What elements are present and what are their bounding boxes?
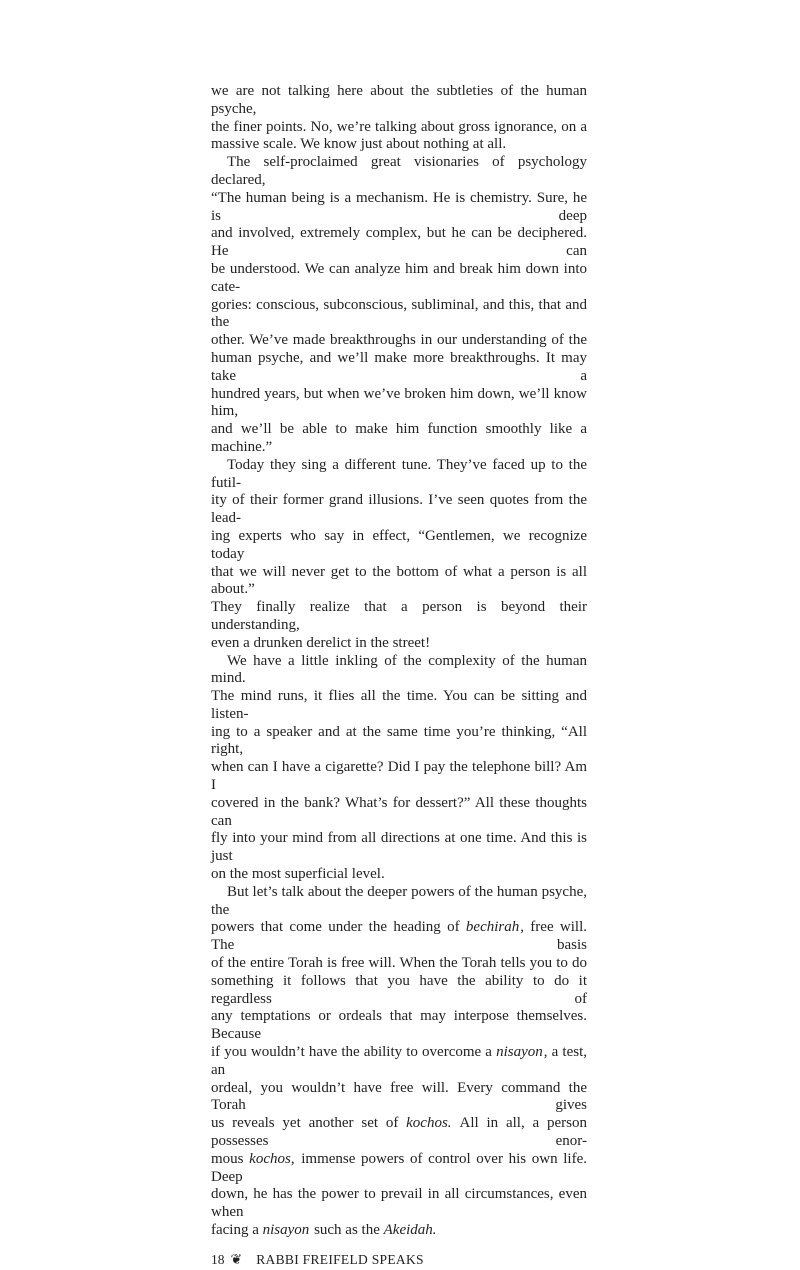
text-line — [211, 919, 587, 955]
text-segment: The self-proclaimed great visionaries of psychology declared, — [211, 154, 587, 188]
text-line — [211, 1151, 587, 1187]
text-line — [211, 830, 587, 866]
italic-term: Akeidah. — [383, 1222, 437, 1238]
text-segment: on the most superficial level. — [211, 866, 385, 883]
running-title: RABBI FREIFELD SPEAKS — [256, 1251, 424, 1267]
paragraph — [211, 653, 587, 884]
text-line — [211, 955, 587, 973]
text-segment: gories: conscious, subconscious, subliminal, and this, that and the — [211, 296, 587, 331]
text-line — [211, 1008, 587, 1044]
text-segment: The mind runs, it flies all the time. You can be sitting and listen- — [211, 688, 587, 722]
text-segment: when can I have a cigarette? Did I pay the telephone bill? Am I — [211, 759, 587, 794]
text-segment: ity of their former grand illusions. I’ve seen quotes from the lead- — [211, 492, 587, 527]
text-line — [211, 350, 587, 386]
text-segment: and we’ll be able to make him function smoothly like a machine.” — [211, 421, 587, 455]
text-segment: ing experts who say in effect, “Gentlemen, we recognize today — [211, 527, 587, 562]
text-segment: we are not talking here about the subtleties of the human psyche, — [211, 83, 587, 117]
text-segment: , free will. The basis — [211, 919, 587, 954]
text-line — [211, 688, 587, 724]
text-segment: powers that come under the heading of — [211, 919, 466, 936]
text-line — [211, 1044, 587, 1080]
text-segment: All in all, a person possesses enor- — [211, 1115, 587, 1150]
paragraph — [211, 457, 587, 653]
paragraph — [211, 884, 587, 1240]
text-line — [211, 759, 587, 795]
italic-term: nisayon — [496, 1044, 543, 1061]
text-line — [211, 528, 587, 564]
paragraph — [211, 83, 587, 154]
text-segment: immense powers of control over his own life. Deep — [211, 1150, 587, 1185]
text-line — [211, 866, 587, 884]
text-segment: covered in the bank? What’s for dessert?” All these thoughts can — [211, 794, 587, 829]
text-line — [211, 1115, 587, 1151]
text-segment: the finer points. No, we’re talking about gross ignorance, on a — [211, 118, 587, 135]
text-segment: Today they sing a different tune. They’ve faced up to the futil- — [211, 456, 587, 491]
text-line — [211, 190, 587, 226]
text-segment: “The human being is a mechanism. He is chemistry. Sure, he is deep — [211, 189, 587, 224]
text-line — [211, 261, 587, 297]
page-footer — [211, 1250, 587, 1270]
italic-term: kochos. — [406, 1115, 452, 1132]
text-segment: hundred years, but when we’ve broken him down, we’ll know him, — [211, 385, 587, 420]
text-line — [211, 421, 587, 457]
text-segment: of the entire Torah is free will. When the Torah tells you to do — [211, 955, 587, 972]
text-segment: , a test, an — [211, 1044, 587, 1078]
text-line — [211, 225, 587, 261]
text-line — [211, 332, 587, 350]
text-line — [211, 154, 587, 190]
text-segment: mous — [211, 1150, 250, 1167]
text-segment: any temptations or ordeals that may interpose themselves. Because — [211, 1008, 587, 1043]
text-segment: even a drunken derelict in the street! — [211, 634, 431, 651]
text-line — [211, 884, 587, 920]
text-segment: facing a — [211, 1222, 263, 1238]
fleuron-icon: ❦ — [230, 1251, 243, 1268]
italic-term: bechirah — [465, 919, 520, 936]
text-line — [211, 386, 587, 422]
text-segment: massive scale. We know just about nothing at all. — [211, 136, 507, 153]
text-line — [211, 635, 587, 653]
text-line — [211, 119, 587, 137]
italic-term: nisayon — [262, 1222, 310, 1238]
text-segment: ordeal, you wouldn’t have free will. Every command the Torah gives — [211, 1079, 587, 1114]
text-segment: But let’s talk about the deeper powers of the human psyche, the — [211, 883, 587, 918]
text-line — [211, 724, 587, 760]
paragraph — [211, 154, 587, 457]
page-sheet — [211, 83, 587, 1270]
text-line — [211, 599, 587, 635]
text-line — [211, 1222, 587, 1240]
italic-term: kochos, — [249, 1150, 295, 1167]
text-segment: ing to a speaker and at the same time you’re thinking, “All right, — [211, 723, 587, 758]
text-segment: and involved, extremely complex, but he can be deciphered. He can — [211, 225, 587, 260]
text-segment: down, he has the power to prevail in all circumstances, even when — [211, 1186, 587, 1221]
text-line — [211, 653, 587, 689]
page-number: 18 — [211, 1251, 225, 1267]
text-segment: us reveals yet another set of — [211, 1115, 407, 1132]
text-segment: human psyche, and we’ll make more breakthroughs. It may take a — [211, 349, 587, 384]
text-segment: if you wouldn’t have the ability to overcome a — [211, 1044, 497, 1061]
text-line — [211, 136, 587, 154]
page-body — [211, 83, 587, 1240]
text-line — [211, 564, 587, 600]
text-line — [211, 1080, 587, 1116]
text-line — [211, 297, 587, 333]
text-line — [211, 795, 587, 831]
text-segment: fly into your mind from all directions at one time. And this is just — [211, 830, 587, 865]
text-segment: We have a little inkling of the complexity of the human mind. — [211, 652, 587, 687]
text-line — [211, 973, 587, 1009]
text-segment: other. We’ve made breakthroughs in our understanding of the — [211, 332, 587, 349]
text-segment: They finally realize that a person is beyond their understanding, — [211, 599, 587, 633]
text-segment: such as the — [310, 1222, 384, 1238]
text-line — [211, 1186, 587, 1222]
text-segment: be understood. We can analyze him and break him down into cate- — [211, 260, 587, 295]
text-line — [211, 83, 587, 119]
text-segment: something it follows that you have the ability to do it regardless of — [211, 972, 587, 1007]
text-segment: that we will never get to the bottom of what a person is all about.” — [211, 563, 587, 598]
text-line — [211, 492, 587, 528]
text-line — [211, 457, 587, 493]
